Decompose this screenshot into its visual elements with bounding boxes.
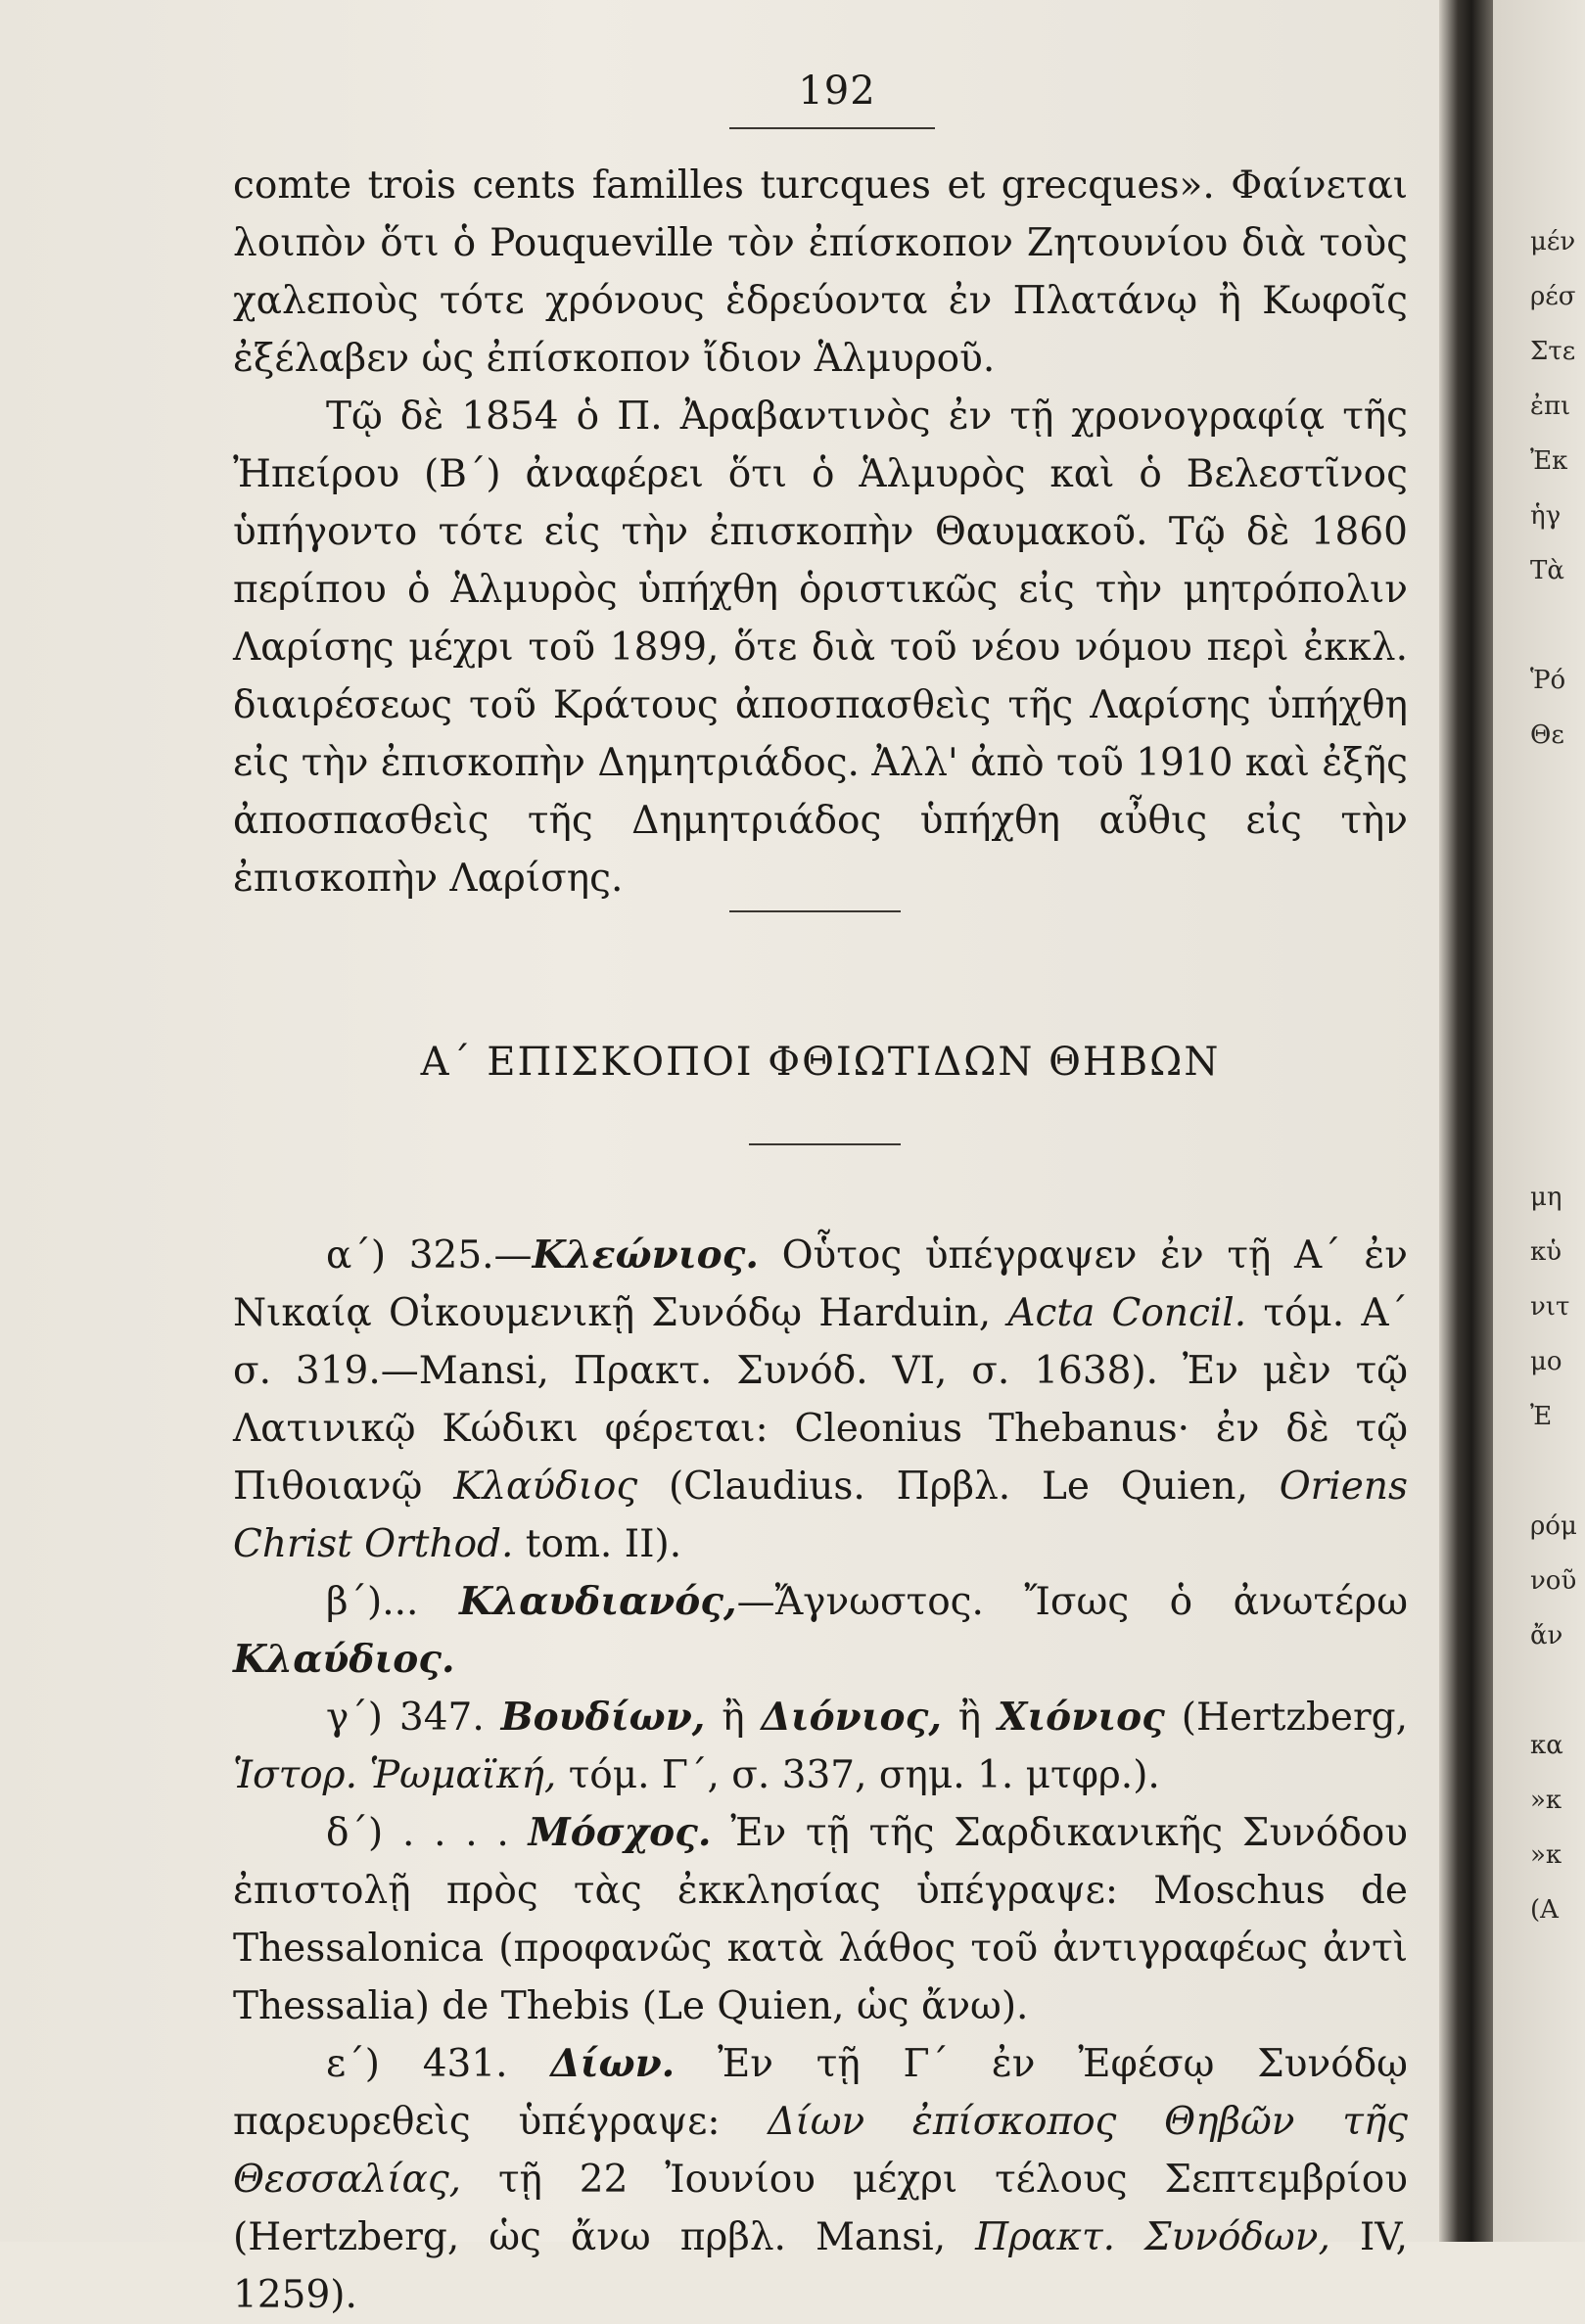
bishop-name: Κλεώνιος. <box>532 1232 759 1278</box>
heading-underline <box>749 1143 901 1145</box>
entry-text: Ἐν τῇ Γ΄ ἐν Ἐφέσῳ Συνόδῳ παρευρεθεὶς ὑπέγραψε: <box>233 2042 1408 2144</box>
facing-page-edge <box>1493 0 1585 2242</box>
entry-text: (Hertzberg, <box>1164 1696 1408 1740</box>
entry-citation: Κλαύδιος. <box>233 1637 455 1682</box>
facing-page-fragment: (A <box>1530 1895 1559 1925</box>
entry-citation: Ἱστορ. Ῥωμαϊκή, <box>233 1753 557 1797</box>
entry-text: ἢ <box>705 1696 762 1740</box>
intro-paragraph-1: comte trois cents familles turcques et grecques». Φαίνεται λοιπὸν ὅτι ὁ Pouqueville τὸν ἐπίσκοπον Ζητουνίου διὰ τοὺς χαλεποὺς τότε χρόνους ἑδρεύοντα ἐν Πλατάνῳ ἢ Κωφοῖς ἐξέλαβεν ὡς ἐπίσκοπον ἴδιον Ἁλμυροῦ. <box>233 163 1408 381</box>
facing-page-fragment: »κ <box>1530 1786 1562 1815</box>
facing-page-fragment: νιτ <box>1530 1292 1570 1322</box>
facing-page-fragment: Ῥό <box>1530 666 1566 695</box>
bishop-name: Μόσχος. <box>528 1810 712 1855</box>
list-item <box>233 1804 1408 2035</box>
facing-page-fragment: Τὰ <box>1530 556 1564 585</box>
entry-text: (Claudius. Πρβλ. Le Quien, <box>637 1464 1280 1509</box>
entry-number: β΄)... <box>326 1580 459 1624</box>
facing-page-fragment: μο <box>1530 1347 1562 1376</box>
entry-number: γ΄) 347. <box>326 1696 501 1740</box>
entry-number: ε΄) 431. <box>326 2042 551 2086</box>
entry-text: τῇ 22 Ἰουνίου μέχρι τέλους Σεπτεμβρίου (Hertzberg, ὡς ἄνω πρβλ. Mansi, <box>233 2158 1408 2259</box>
bishop-name: Κλαυδιανός, <box>458 1579 737 1624</box>
entry-number: δ΄) . . . . <box>326 1811 529 1855</box>
entry-citation: Πρακτ. Συνόδων, <box>975 2215 1330 2259</box>
facing-page-fragment: ρέσ <box>1530 282 1576 311</box>
facing-page-fragment: ἡγ <box>1530 501 1562 531</box>
entry-citation: Δίων ἐπίσκοπος Θηβῶν τῆς Θεσσαλίας, <box>233 2100 1408 2202</box>
facing-page-fragment: κα <box>1530 1731 1563 1760</box>
section-divider <box>729 910 901 912</box>
entry-text: Οὗτος ὑπέγραψεν ἐν τῇ Α΄ ἐν Νικαίᾳ Οἰκουμενικῇ Συνόδῳ Harduin, <box>233 1233 1408 1335</box>
entry-number: α΄) 325.— <box>326 1233 533 1278</box>
entry-citation: Acta Concil. <box>1007 1291 1247 1335</box>
facing-page-fragment: νοῦ <box>1530 1566 1577 1596</box>
entry-text: τόμ. Α΄ σ. 319.—Mansi, Πρακτ. Συνόδ. VI, σ. 1638). Ἐν μὲν τῷ Λατινικῷ Κώδικι φέρεται: Cleonius Thebanus· ἐν δὲ τῷ Πιθοιανῷ <box>233 1291 1408 1509</box>
list-item <box>233 1227 1408 1573</box>
entry-citation: Oriens Christ Orthod. <box>233 1464 1408 1566</box>
facing-page-fragment: κὑ <box>1530 1237 1562 1267</box>
facing-page-fragment: μέν <box>1530 227 1576 256</box>
entry-text: τόμ. Γ΄, σ. 337, σημ. 1. μτφρ.). <box>556 1753 1160 1797</box>
page-number: 192 <box>798 69 876 114</box>
bishop-name: Δίων. <box>550 2041 676 2086</box>
section-heading: Α΄ ΕΠΙΣΚΟΠΟΙ ΦΘΙΩΤΙΔΩΝ ΘΗΒΩΝ <box>420 1040 1221 1085</box>
entry-text: tom. II). <box>513 1522 682 1566</box>
facing-page-fragment: »κ <box>1530 1840 1562 1870</box>
facing-page-fragment: ἐπι <box>1530 392 1571 421</box>
bishop-name: Βουδίων, <box>500 1695 706 1740</box>
entry-text: Ἐν τῇ τῆς Σαρδικανικῆς Συνόδου ἐπιστολῇ πρὸς τὰς ἐκκλησίας ὑπέγραψε: Moschus de Thessalonica (προφανῶς κατὰ λάθος τοῦ ἀντιγραφέως ἀντὶ Thessalia) de Thebis (Le Quien, ὡς ἄνω). <box>233 1811 1408 2028</box>
facing-page-fragment: ἄν <box>1530 1621 1563 1650</box>
page-number-rule <box>729 127 935 129</box>
facing-page-fragment: Ἐκ <box>1530 446 1568 476</box>
intro-text <box>233 157 1408 907</box>
entry-text: —Ἄγνωστος. Ἴσως ὁ ἀνωτέρω <box>736 1580 1408 1624</box>
entry-text: ἢ <box>941 1696 999 1740</box>
entry-text: IV, 1259). <box>233 2215 1408 2317</box>
bishop-name: Χιόνιος <box>998 1695 1165 1740</box>
list-item <box>233 1573 1408 1689</box>
book-gutter <box>1439 0 1493 2242</box>
facing-page-fragment: Θε <box>1530 720 1564 750</box>
facing-page-fragment: Στε <box>1530 337 1576 366</box>
list-item <box>233 1689 1408 1804</box>
entry-citation: Κλαύδιος <box>453 1464 638 1509</box>
bishop-name: Διόνιος, <box>761 1695 942 1740</box>
list-item <box>233 2035 1408 2324</box>
bishops-list <box>233 1227 1408 2324</box>
facing-page-fragment: Ἐ <box>1530 1402 1553 1431</box>
facing-page-fragment: μη <box>1530 1183 1562 1212</box>
intro-paragraph-2: Τῷ δὲ 1854 ὁ Π. Ἀραβαντινὸς ἐν τῇ χρονογραφίᾳ τῆς Ἠπείρου (Β΄) ἀναφέρει ὅτι ὁ Ἁλμυρὸς καὶ ὁ Βελεστῖνος ὑπήγοντο τότε εἰς τὴν ἐπισκοπὴν Θαυμακοῦ. Τῷ δὲ 1860 περίπου ὁ Ἁλμυρὸς ὑπήχθη ὁριστικῶς εἰς τὴν μητρόπολιν Λαρίσης μέχρι τοῦ 1899, ὅτε διὰ τοῦ νέου νόμου περὶ ἐκκλ. διαιρέσεως τοῦ Κράτους ἀποσπασθεὶς τῆς Λαρίσης ὑπήχθη εἰς τὴν ἐπισκοπὴν Δημητριάδος. Ἀλλ' ἀπὸ τοῦ 1910 καὶ ἐξῆς ἀποσπασθεὶς τῆς Δημητριάδος ὑπήχθη αὖθις εἰς τὴν ἐπισκοπὴν Λαρίσης. <box>233 395 1408 901</box>
facing-page-fragment: ρόμ <box>1530 1511 1577 1541</box>
